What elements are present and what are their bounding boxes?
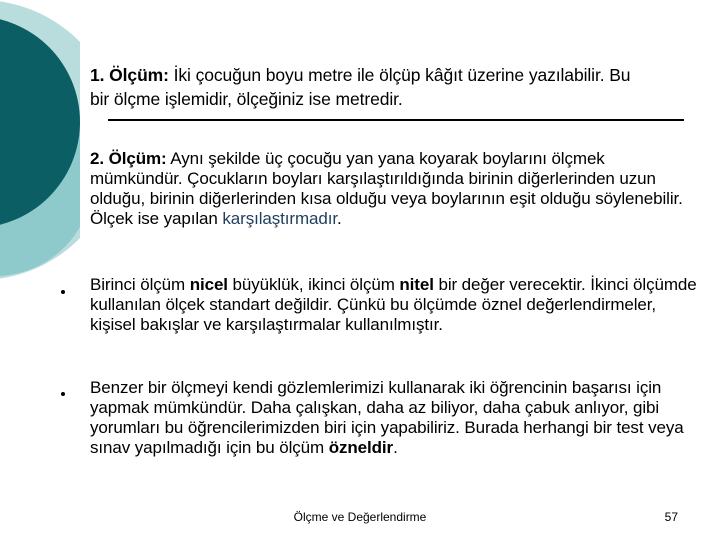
bullet-paragraph-nicel-nitel: [90, 275, 700, 335]
bullet-2-end: .: [393, 438, 398, 457]
bullet-2-bold-oznel: özneldir: [328, 438, 394, 457]
bullet-1-bold-nicel: nicel: [189, 275, 228, 294]
bullet-2-text-a: Benzer bir ölçmeyi kendi gözlemlerimizi kullanarak iki öğrencinin başarısı için yapmak mümkündür. Daha çalışkan, daha az biliyor, daha çabuk anlıyor, gibi yorumları bu öğrencilerimizden biri için yapabiliriz. Burada herhangi bir test veya sınav yapılmadığı için bu ölçüm: [90, 378, 684, 457]
measurement-2-text: Aynı şekilde üç çocuğu yan yana koyarak boylarını ölçmek mümkündür. Çocukların boyları karşılaştırıldığında birinin diğerlerinden uzun olduğu, birinin diğerlerinden kısa olduğu veya boylarının eşit olduğu söylenebilir. Ölçek ise yapılan: [90, 149, 683, 228]
bullet-dot-icon: [61, 290, 65, 294]
measurement-2-end: .: [336, 209, 342, 228]
bullet-dot-icon: [61, 392, 65, 396]
measurement-2-highlight: karşılaştırmadır: [222, 209, 337, 228]
bullet-1-text-c: bir değer verecektir. İkinci ölçümde kullanılan ölçek standart değildir. Çünkü bu ölçümde öznel değerlendirmeler, kişisel bakışlar ve karşılaştırmalar kullanılmıştır.: [90, 275, 697, 334]
measurement-1-label: 1. Ölçüm:: [90, 65, 169, 85]
bullet-1-text-a: Birinci ölçüm: [90, 275, 190, 294]
footer-title: Ölçme ve Değerlendirme: [293, 510, 427, 524]
page-number: 57: [664, 510, 678, 524]
decorative-teal-circles: [0, 0, 80, 300]
measurement-1-paragraph: [90, 63, 650, 111]
measurement-2-label: 2. Ölçüm:: [90, 149, 167, 168]
separator-line: [108, 119, 684, 121]
bullet-1-text-b: büyüklük, ikinci ölçüm: [227, 275, 400, 294]
measurement-1-text: İki çocuğun boyu metre ile ölçüp kâğıt üzerine yazılabilir. Bu bir ölçme işlemidir, ölçeğiniz ise metredir.: [90, 65, 631, 109]
measurement-2-paragraph: [90, 149, 690, 229]
bullet-paragraph-oznel: [90, 378, 700, 458]
bullet-1-bold-nitel: nitel: [399, 275, 434, 294]
